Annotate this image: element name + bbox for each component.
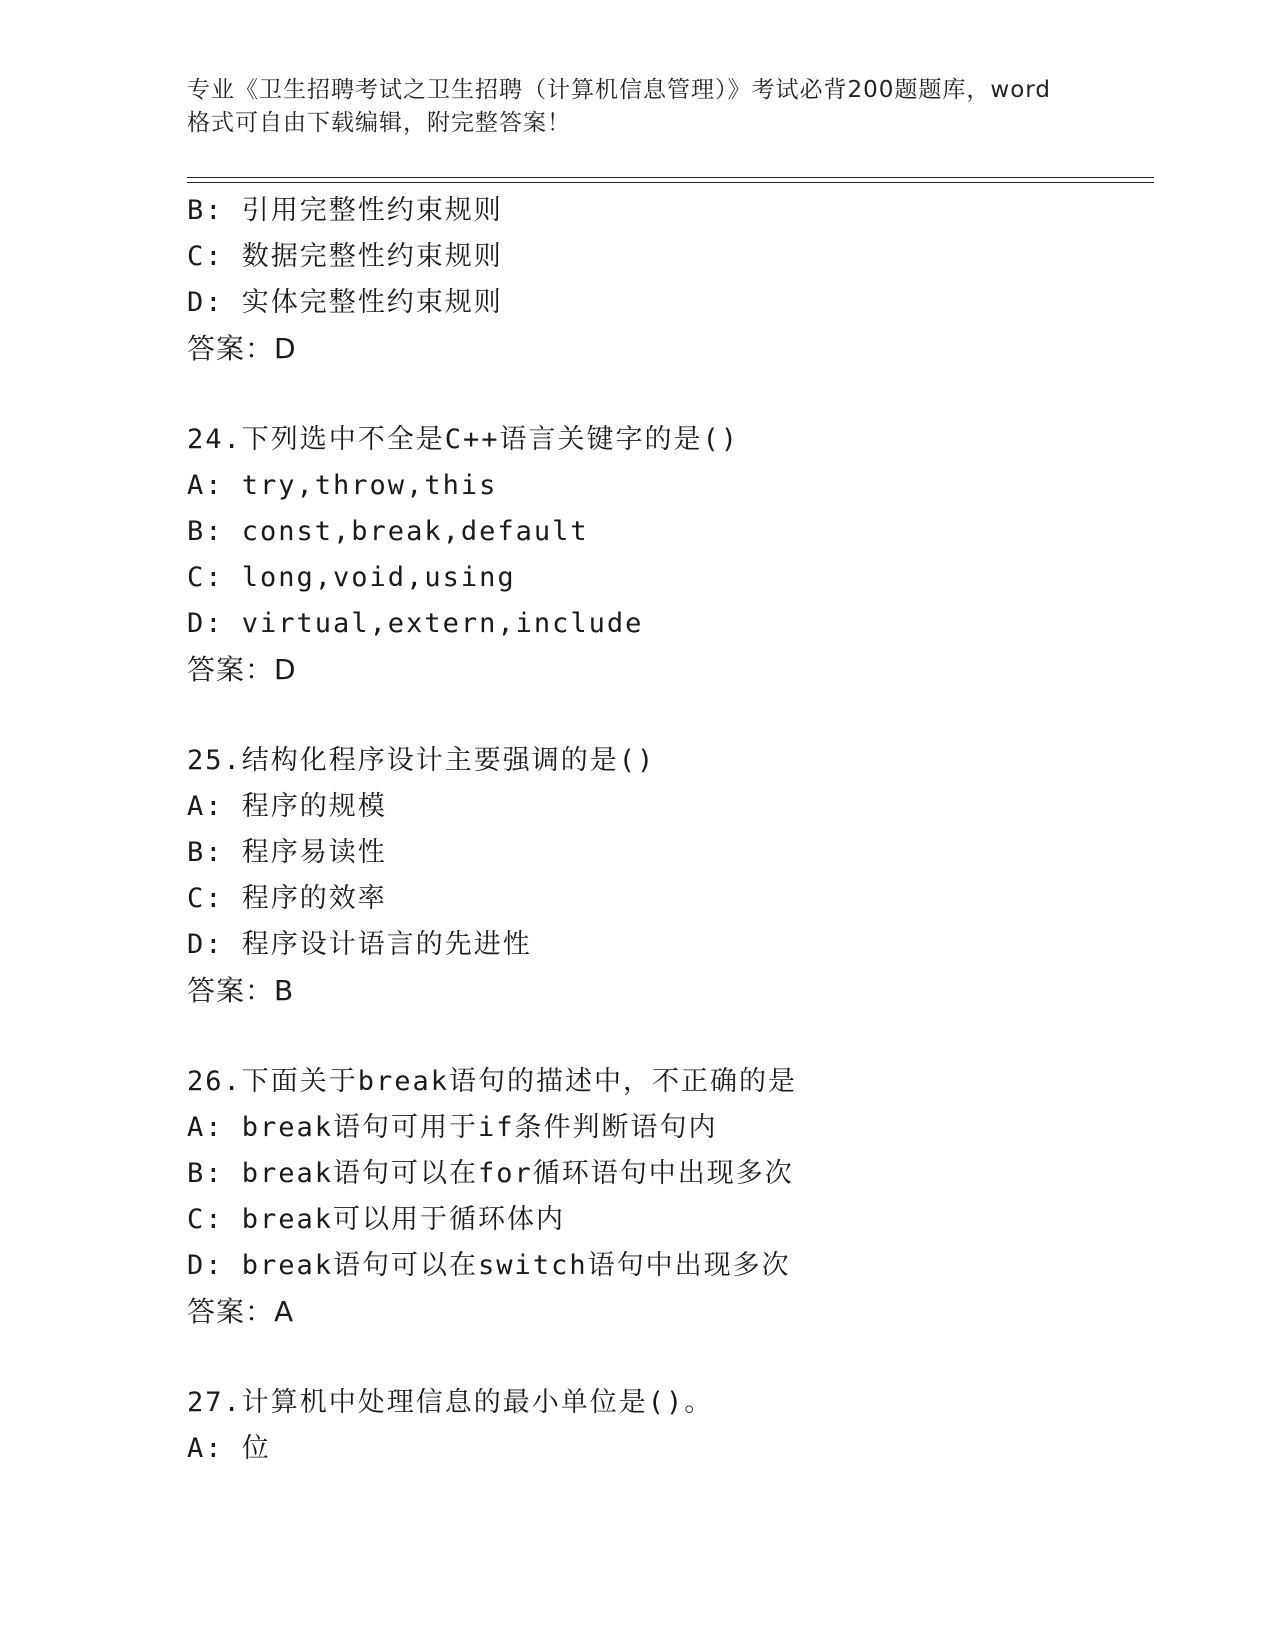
option-d: D: virtual,extern,include — [187, 608, 644, 639]
header-line-2: 格式可自由下载编辑，附完整答案！ — [187, 110, 571, 136]
option-b: B: 引用完整性约束规则 — [187, 195, 503, 226]
option-b: B: break语句可以在for循环语句中出现多次 — [187, 1158, 794, 1189]
answer-line: 答案：D — [187, 332, 297, 365]
question-block-26 — [187, 1059, 1147, 1335]
question-stem: 27.计算机中处理信息的最小单位是()。 — [187, 1387, 714, 1418]
option-c: C: 程序的效率 — [187, 883, 387, 914]
option-a: A: break语句可用于if条件判断语句内 — [187, 1112, 718, 1143]
answer-line: 答案：B — [187, 974, 295, 1007]
spacer — [187, 372, 1147, 417]
option-a: A: 位 — [187, 1433, 271, 1464]
spacer — [187, 693, 1147, 738]
question-list — [187, 188, 1147, 1472]
question-stem: 25.结构化程序设计主要强调的是() — [187, 745, 656, 776]
question-block-24 — [187, 417, 1147, 693]
option-a: A: 程序的规模 — [187, 791, 387, 822]
option-c: C: long,void,using — [187, 562, 516, 593]
option-b: B: const,break,default — [187, 516, 589, 547]
answer-line: 答案：D — [187, 653, 297, 686]
header-divider-top — [187, 177, 1154, 178]
option-c: C: 数据完整性约束规则 — [187, 241, 503, 272]
question-block-23 — [187, 188, 1147, 372]
option-d: D: 程序设计语言的先进性 — [187, 929, 532, 960]
header-divider-bottom — [187, 182, 1154, 183]
spacer — [187, 1014, 1147, 1059]
question-stem: 24.下列选中不全是C++语言关键字的是() — [187, 424, 740, 455]
question-block-25 — [187, 738, 1147, 1014]
option-d: D: break语句可以在switch语句中出现多次 — [187, 1250, 791, 1281]
option-c: C: break可以用于循环体内 — [187, 1204, 566, 1235]
document-header — [187, 74, 1087, 140]
header-line-1: 专业《卫生招聘考试之卫生招聘（计算机信息管理）》考试必背200题题库，word — [187, 77, 1051, 103]
option-b: B: 程序易读性 — [187, 837, 387, 868]
question-block-27 — [187, 1380, 1147, 1472]
option-a: A: try,throw,this — [187, 470, 498, 501]
question-stem: 26.下面关于break语句的描述中，不正确的是 — [187, 1066, 798, 1097]
spacer — [187, 1335, 1147, 1380]
option-d: D: 实体完整性约束规则 — [187, 287, 503, 318]
answer-line: 答案：A — [187, 1295, 295, 1328]
